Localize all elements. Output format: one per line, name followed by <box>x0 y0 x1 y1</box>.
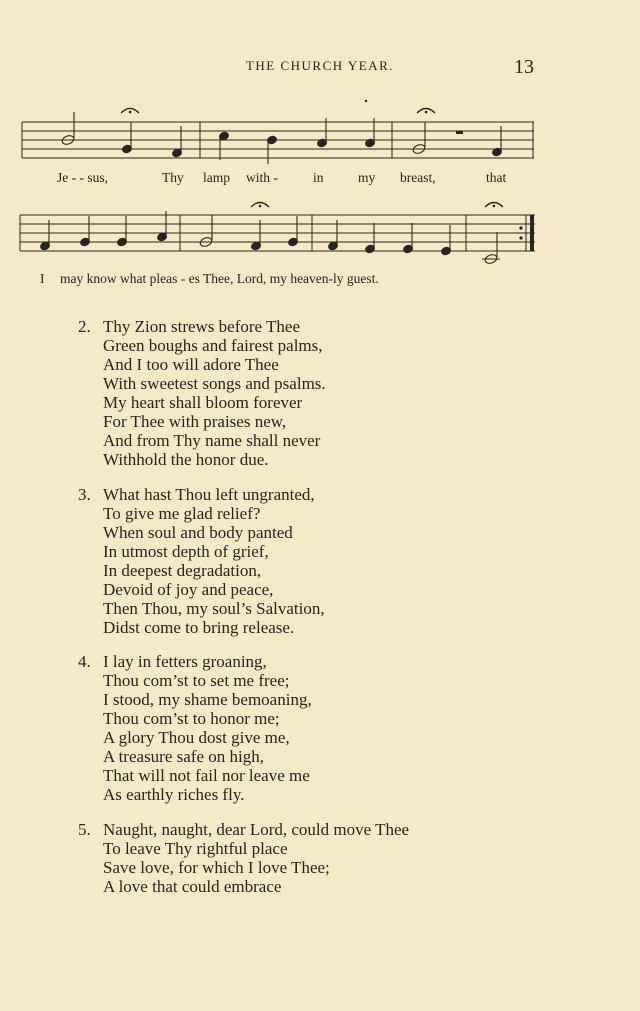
lyric-syllable: lamp <box>203 170 230 185</box>
stanza-line: A love that could embrace <box>103 877 282 896</box>
stanza-line: And I too will adore Thee <box>103 355 279 374</box>
stanza-line-text: I lay in fetters groaning, <box>103 652 267 671</box>
stanza-line <box>78 652 312 671</box>
stanza-line: Withhold the honor due. <box>103 450 269 469</box>
stanza-line: My heart shall bloom forever <box>103 393 303 412</box>
lyric-syllable: that <box>486 170 507 185</box>
stanza-line: Green boughs and fairest palms, <box>103 336 323 355</box>
music-lyrics-line-2 <box>0 271 640 289</box>
stanza-line: Then Thou, my soul’s Salvation, <box>103 599 325 618</box>
stanza-line: With sweetest songs and psalms. <box>103 374 326 393</box>
lyric-syllable: in <box>313 170 324 185</box>
stanza-line-text: Naught, naught, dear Lord, could move Thee <box>103 820 410 839</box>
stanza-line: For Thee with praises new, <box>103 412 287 431</box>
stanza-number: 4. <box>78 652 91 671</box>
lyric-syllable: breast, <box>400 170 436 185</box>
lyric-syllable: with - <box>246 170 278 185</box>
lyric-syllable: I <box>40 271 45 286</box>
stanza-line: Didst come to bring release. <box>103 618 295 637</box>
stanza-line: I stood, my shame bemoaning, <box>103 690 312 709</box>
stanza-line: Thou com’st to honor me; <box>103 709 280 728</box>
stanza-3 <box>78 485 325 637</box>
stanza-2 <box>78 317 326 469</box>
stanza-line: When soul and body panted <box>103 523 293 542</box>
page-number: 13 <box>514 56 534 78</box>
stanza-line: To leave Thy rightful place <box>103 839 288 858</box>
stanza-4 <box>78 652 312 804</box>
stanza-number: 2. <box>78 317 91 336</box>
lyric-syllable: Thy <box>162 170 184 185</box>
lyric-syllable: may know what pleas - es Thee, Lord, my heaven-ly guest. <box>60 271 379 286</box>
stanza-line-text: Thy Zion strews before Thee <box>103 317 301 336</box>
stanza-line: A glory Thou dost give me, <box>103 728 290 747</box>
stanza-line: Thou com’st to set me free; <box>103 671 290 690</box>
stanza-line: That will not fail nor leave me <box>103 766 310 785</box>
stanza-line: Save love, for which I love Thee; <box>103 858 330 877</box>
stanza-line: And from Thy name shall never <box>103 431 321 450</box>
stanza-line <box>78 485 325 504</box>
stanza-line: To give me glad relief? <box>103 504 261 523</box>
stanza-number: 5. <box>78 820 91 839</box>
stanza-line: In utmost depth of grief, <box>103 542 269 561</box>
stanza-line <box>78 317 326 336</box>
stanza-line <box>78 820 409 839</box>
stanza-line: Devoid of joy and peace, <box>103 580 274 599</box>
stanza-number: 3. <box>78 485 91 504</box>
lyric-syllable: my <box>358 170 376 185</box>
stanza-line: In deepest degradation, <box>103 561 262 580</box>
lyric-syllable: Je - - sus, <box>57 170 108 185</box>
stanza-line-text: What hast Thou left ungranted, <box>103 485 315 504</box>
stanza-line: A treasure safe on high, <box>103 747 264 766</box>
running-header: THE CHURCH YEAR. <box>245 58 395 73</box>
stanza-5 <box>78 820 409 896</box>
stanza-line: As earthly riches fly. <box>103 785 245 804</box>
music-staff-2 <box>0 0 640 270</box>
